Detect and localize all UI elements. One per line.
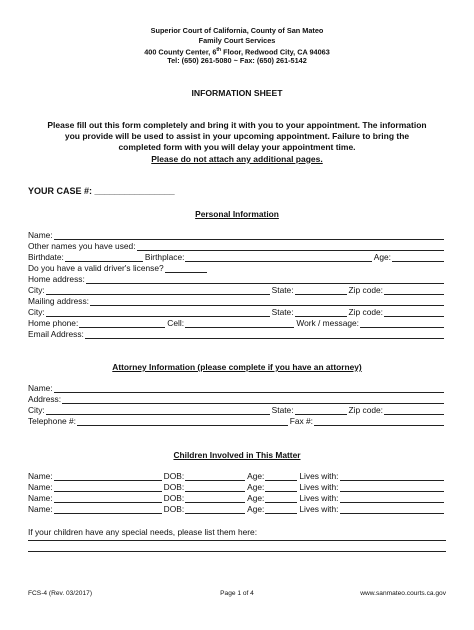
- child-age-label: Age:: [247, 482, 265, 492]
- home-phone-label: Home phone:: [28, 318, 79, 328]
- other-names-row: [28, 240, 446, 251]
- phones-row: [28, 317, 446, 328]
- attorney-info-heading: Attorney Information (please complete if you have an attorney): [112, 362, 362, 372]
- personal-name-field[interactable]: [54, 231, 444, 240]
- child-name-field[interactable]: [54, 483, 162, 492]
- child-dob-field[interactable]: [185, 505, 245, 514]
- city-label: City:: [28, 285, 45, 295]
- license-field[interactable]: [165, 264, 207, 273]
- special-needs-row: [28, 526, 446, 537]
- child-row: [28, 470, 446, 481]
- attorney-zip-field[interactable]: [384, 406, 444, 415]
- license-row: [28, 262, 446, 273]
- child-dob-label: DOB:: [163, 471, 185, 481]
- special-needs-label: If your children have any special needs, please list them here:: [28, 527, 258, 537]
- child-age-field[interactable]: [265, 505, 297, 514]
- attorney-state-field[interactable]: [295, 406, 347, 415]
- mailing-address-field[interactable]: [90, 297, 444, 306]
- child-dob-label: DOB:: [163, 504, 185, 514]
- mailing-address-label: Mailing address:: [28, 296, 89, 306]
- court-phone-fax: Tel: (650) 261-5080 ~ Fax: (650) 261-5142: [167, 56, 307, 65]
- child-name-field[interactable]: [54, 494, 162, 503]
- attorney-name-field[interactable]: [54, 384, 444, 393]
- license-label: Do you have a valid driver's license?: [28, 263, 164, 273]
- home-city-field[interactable]: [46, 286, 270, 295]
- birth-row: [28, 251, 446, 262]
- child-lives-with-field[interactable]: [340, 483, 445, 492]
- email-field[interactable]: [85, 330, 444, 339]
- child-lives-with-field[interactable]: [340, 494, 445, 503]
- cell-label: Cell:: [167, 318, 185, 328]
- page-number: Page 1 of 4: [220, 590, 254, 597]
- home-phone-field[interactable]: [79, 319, 165, 328]
- child-age-label: Age:: [247, 504, 265, 514]
- fax-label: Fax #:: [289, 416, 313, 426]
- intro-line-2: you provide will be used to assist in your upcoming appointment. Failure to bring the: [64, 131, 410, 142]
- website-link[interactable]: www.sanmateo.courts.ca.gov: [360, 590, 446, 597]
- child-dob-field[interactable]: [185, 494, 245, 503]
- telephone-label: Telephone #:: [28, 416, 76, 426]
- attorney-city-row: [28, 404, 446, 415]
- state-label: State:: [271, 285, 294, 295]
- home-address-field[interactable]: [86, 275, 444, 284]
- attorney-address-field[interactable]: [62, 395, 444, 404]
- special-needs-line[interactable]: [28, 540, 446, 541]
- case-number-field[interactable]: YOUR CASE #: ________________: [28, 186, 175, 196]
- home-zip-field[interactable]: [384, 286, 444, 295]
- zip-label: Zip code:: [348, 307, 383, 317]
- intro-instructions: [20, 120, 454, 165]
- personal-name-row: [28, 229, 446, 240]
- work-message-label: Work / message:: [296, 318, 359, 328]
- child-dob-label: DOB:: [163, 482, 185, 492]
- mailing-zip-field[interactable]: [384, 308, 444, 317]
- mailing-address-row: [28, 295, 446, 306]
- child-dob-label: DOB:: [163, 493, 185, 503]
- intro-line-1: Please fill out this form completely and bring it with you to your appointment. The information: [47, 120, 427, 130]
- attorney-zip-label: Zip code:: [348, 405, 383, 415]
- state-label: State:: [271, 307, 294, 317]
- personal-name-label: Name:: [28, 230, 53, 240]
- court-address: 400 County Center, 6th Floor, Redwood City, CA 94063: [144, 47, 330, 57]
- other-names-field[interactable]: [137, 242, 444, 251]
- email-row: [28, 328, 446, 339]
- home-city-row: [28, 284, 446, 295]
- child-dob-field[interactable]: [185, 483, 245, 492]
- child-lives-with-label: Lives with:: [299, 482, 339, 492]
- child-age-field[interactable]: [265, 483, 297, 492]
- home-address-row: [28, 273, 446, 284]
- child-lives-with-label: Lives with:: [299, 493, 339, 503]
- child-name-label: Name:: [28, 504, 53, 514]
- attorney-city-label: City:: [28, 405, 45, 415]
- cell-field[interactable]: [185, 319, 294, 328]
- work-message-field[interactable]: [360, 319, 444, 328]
- mailing-city-field[interactable]: [46, 308, 270, 317]
- birthdate-field[interactable]: [65, 253, 143, 262]
- attorney-name-label: Name:: [28, 383, 53, 393]
- child-name-label: Name:: [28, 493, 53, 503]
- zip-label: Zip code:: [348, 285, 383, 295]
- city-label: City:: [28, 307, 45, 317]
- child-row: [28, 492, 446, 503]
- child-lives-with-field[interactable]: [340, 472, 445, 481]
- telephone-field[interactable]: [77, 417, 288, 426]
- child-lives-with-field[interactable]: [340, 505, 445, 514]
- attorney-name-row: [28, 382, 446, 393]
- child-age-field[interactable]: [265, 472, 297, 481]
- child-lives-with-label: Lives with:: [299, 471, 339, 481]
- birthdate-label: Birthdate:: [28, 252, 64, 262]
- home-state-field[interactable]: [295, 286, 347, 295]
- attorney-state-label: State:: [271, 405, 294, 415]
- child-dob-field[interactable]: [185, 472, 245, 481]
- children-heading: Children Involved in This Matter: [173, 450, 301, 460]
- child-name-label: Name:: [28, 471, 53, 481]
- fax-field[interactable]: [314, 417, 444, 426]
- child-name-field[interactable]: [54, 505, 162, 514]
- mailing-state-field[interactable]: [295, 308, 347, 317]
- personal-info-heading: Personal Information: [195, 209, 279, 219]
- child-age-label: Age:: [247, 493, 265, 503]
- attorney-phone-row: [28, 415, 446, 426]
- child-age-label: Age:: [247, 471, 265, 481]
- attorney-address-label: Address:: [28, 394, 62, 404]
- child-row: [28, 481, 446, 492]
- intro-line-3: completed form with you will delay your appointment time.: [118, 142, 356, 153]
- child-lives-with-label: Lives with:: [299, 504, 339, 514]
- form-title: INFORMATION SHEET: [191, 88, 283, 98]
- special-needs-line[interactable]: [28, 551, 446, 552]
- birthplace-field[interactable]: [185, 253, 371, 262]
- intro-line-4: Please do not attach any additional pages.: [151, 153, 323, 164]
- court-name: Superior Court of California, County of San Mateo: [150, 26, 324, 35]
- child-row: [28, 503, 446, 514]
- form-id: FCS-4 (Rev. 03/2017): [28, 590, 93, 597]
- email-label: Email Address:: [28, 329, 84, 339]
- attorney-address-row: [28, 393, 446, 404]
- court-department: Family Court Services: [198, 36, 276, 45]
- home-address-label: Home address:: [28, 274, 85, 284]
- age-field[interactable]: [392, 253, 444, 262]
- age-label: Age:: [373, 252, 391, 262]
- attorney-city-field[interactable]: [46, 406, 270, 415]
- child-name-label: Name:: [28, 482, 53, 492]
- mailing-city-row: [28, 306, 446, 317]
- child-age-field[interactable]: [265, 494, 297, 503]
- child-name-field[interactable]: [54, 472, 162, 481]
- birthplace-label: Birthplace:: [144, 252, 185, 262]
- other-names-label: Other names you have used:: [28, 241, 136, 251]
